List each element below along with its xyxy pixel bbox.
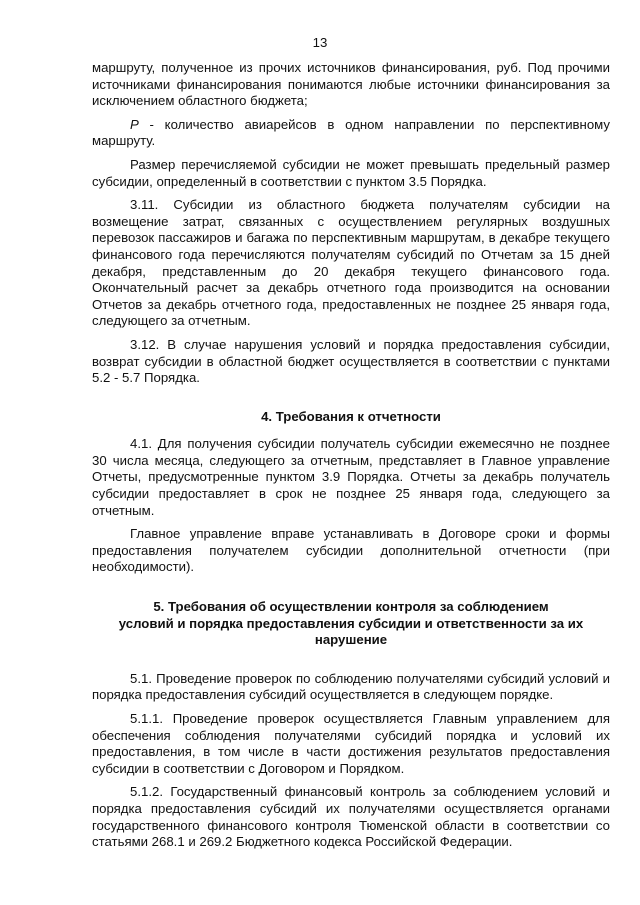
section-heading-4: 4. Требования к отчетности xyxy=(261,408,441,424)
paragraph-5-1-2: 5.1.2. Государственный финансовый контроль за соблюдением условий и порядка предоставления субсидий их получателями осуществляется органами государственного финансового контроля Тюменской области в соответствии со статьями 268.1 и 269.2 Бюджетного кодекса Российской Федерации. xyxy=(92,784,610,850)
heading-5-line-2: условий и порядка предоставления субсидии и ответственности за их xyxy=(118,615,584,631)
document-body xyxy=(92,60,610,851)
paragraph-variable-p xyxy=(92,117,610,150)
paragraph-subsidy-limit: Размер перечисляемой субсидии не может превышать предельный размер субсидии, определенный в соответствии с пунктом 3.5 Порядка. xyxy=(92,156,610,189)
paragraph-5-1-1: 5.1.1. Проведение проверок осуществляется Главным управлением для обеспечения соблюдения получателями субсидий порядка и условий их предоставления, в том числе в части достижения результатов предоставления субсидии в соответствии с Договором и Порядком. xyxy=(92,711,610,776)
heading-5-line-1: 5. Требования об осуществлении контроля за соблюдением xyxy=(153,599,549,615)
paragraph-3-11: 3.11. Субсидии из областного бюджета получателям субсидии на возмещение затрат, связанных с осуществлением регулярных воздушных перевозок пассажиров и багажа по перспективным маршрутам, в декабре текущего финансового года перечисляются получателям субсидий по Отчетам за 15 дней декабря, представленным до 20 декабря текущего финансового года. Окончательный расчет за декабрь отчетного года производится на основании Отчетов за декабрь отчетного года, предоставленных не позднее 25 января года, следующего за отчетным. xyxy=(92,197,610,329)
paragraph-continuation: маршруту, полученное из прочих источников финансирования, руб. Под прочими источниками финансирования понимаются любые источники финансирования за исключением областного бюджета; xyxy=(92,60,610,109)
page-number: 13 xyxy=(312,35,328,50)
paragraph-3-12: 3.12. В случае нарушения условий и порядка предоставления субсидии, возврат субсидии в областной бюджет осуществляется в соответствии с пунктами 5.2 - 5.7 Порядка. xyxy=(92,336,610,386)
variable-definition: - количество авиарейсов в одном направлении по перспективному маршруту. xyxy=(92,116,610,149)
paragraph-5-1: 5.1. Проведение проверок по соблюдению получателями субсидий условий и порядка предоставления субсидий осуществляется в следующем порядке. xyxy=(92,670,610,703)
paragraph-4-1: 4.1. Для получения субсидии получатель субсидии ежемесячно не позднее 30 числа месяца, следующего за отчетным, представляет в Главное управление Отчеты, предусмотренные пунктом 3.9 Порядка. Отчеты за декабрь получатель субсидии предоставляет в срок не позднее 25 января года, следующего за отчетным. xyxy=(92,436,610,518)
section-heading-5 xyxy=(92,599,610,649)
variable-symbol: Р xyxy=(130,116,139,132)
paragraph-additional-reporting: Главное управление вправе устанавливать в Договоре сроки и формы предоставления получателем субсидии дополнительной отчетности (при необходимости). xyxy=(92,526,610,575)
heading-5-line-3: нарушение xyxy=(314,632,388,648)
